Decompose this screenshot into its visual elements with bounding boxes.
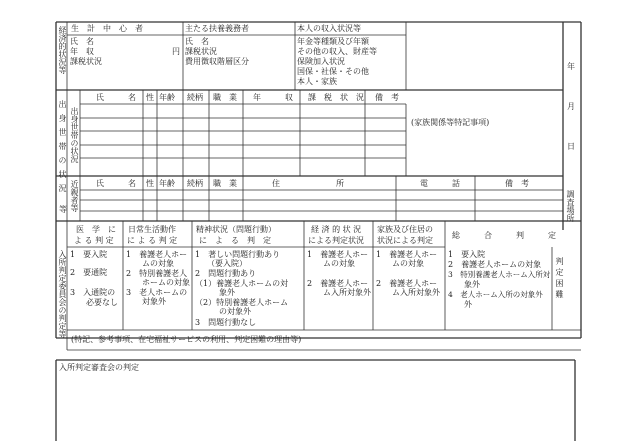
family-item: 1 養護老人ホー bbox=[376, 250, 438, 259]
month-label: 月 bbox=[567, 102, 575, 111]
household-note-header: 備 考 bbox=[375, 93, 399, 102]
mental-header-1: 精神状況（問題行動） bbox=[196, 225, 276, 234]
relatives-sex-header: 性 bbox=[146, 179, 154, 188]
relatives-name-header: 氏 名 bbox=[96, 179, 136, 188]
econ2-fee-label: 費用徴収階層区分 bbox=[185, 57, 249, 66]
mental-item: 象外 bbox=[195, 288, 235, 297]
daily-item: 1 養護老人ホー bbox=[126, 250, 188, 259]
daily-item: ムの対象 bbox=[126, 259, 174, 268]
overall-item: 4 老人ホーム入所の対象外 bbox=[448, 290, 543, 299]
household-inner-label: 出身世帯の状況 bbox=[70, 107, 79, 163]
relatives-side-label: 等 bbox=[59, 205, 67, 214]
family-item: ム入所対象外 bbox=[376, 288, 440, 297]
overall-item: 外 bbox=[448, 300, 472, 309]
econ3-insurance-type: 国保・社保・その他 bbox=[297, 67, 369, 76]
council-label: 入所判定審査会の判定 bbox=[59, 363, 139, 372]
relatives-age-header: 年齢 bbox=[159, 179, 175, 188]
medical-item: 3 入通院の bbox=[70, 288, 116, 297]
relatives-inner-label: 近親者等 bbox=[70, 180, 79, 212]
economic-header-2: による判定状況 bbox=[308, 236, 364, 245]
day-label: 日 bbox=[567, 142, 575, 151]
family-note-label: (家族関係等特記事項) bbox=[411, 118, 490, 127]
household-side-label: 出身世帯の状況 bbox=[58, 100, 67, 198]
econ3-pension-label: 年金等種類及び年額 bbox=[297, 37, 369, 46]
mental-item: （2）特別養護老人ホーム bbox=[195, 298, 289, 307]
econ2-tax-label: 課税状況 bbox=[185, 47, 217, 56]
econ-side-label: 経済的状況等 bbox=[58, 26, 67, 74]
medical-item: 必要なし bbox=[70, 298, 118, 307]
mental-item: （1）養護老人ホームの対 bbox=[195, 279, 289, 288]
econ3-insurance-label: 保険加入状況 bbox=[297, 57, 345, 66]
mental-item: の対象外 bbox=[195, 307, 251, 316]
mental-item: 2 問題行動あり bbox=[195, 269, 257, 278]
family-header-2: 状況による判定 bbox=[377, 236, 433, 245]
mental-item: 3 問題行動なし bbox=[195, 318, 257, 327]
survey-place-label: 調査場所 bbox=[566, 190, 575, 222]
relatives-job-header: 職 業 bbox=[213, 179, 237, 188]
relatives-tel-header: 電 話 bbox=[420, 179, 460, 188]
mental-item: （要入院） bbox=[195, 259, 247, 268]
economic-item: 2 養護老人ホー bbox=[307, 279, 369, 288]
overall-item: 3 特別養護老人ホーム入所対 bbox=[448, 270, 551, 279]
econ-name-label: 氏 名 bbox=[70, 37, 94, 46]
relatives-addr-header: 住 所 bbox=[272, 179, 344, 188]
relatives-rel-header: 続柄 bbox=[187, 179, 203, 188]
overall-item: 象外 bbox=[448, 280, 480, 289]
mental-header-2: に よ る 判 定 bbox=[199, 236, 271, 245]
econ-col2-header: 主たる扶養義務者 bbox=[185, 24, 249, 33]
econ3-person-family: 本人・家族 bbox=[297, 77, 337, 86]
econ2-name-label: 氏 名 bbox=[185, 37, 209, 46]
remarks-label: (特記、参考事項、在宅福祉サービスの利用、判定困難の理由等) bbox=[71, 335, 302, 344]
medical-item: 1 要入院 bbox=[70, 250, 108, 259]
daily-item: 対象外 bbox=[126, 297, 166, 306]
medical-header-1: 医 学 に bbox=[76, 225, 116, 234]
overall-item: 2 養護老人ホームの対象 bbox=[448, 260, 542, 269]
overall-header: 総 合 判 定 bbox=[452, 231, 556, 240]
econ3-other-label: その他の収入、財産等 bbox=[297, 47, 377, 56]
family-header-1: 家族及び住居の bbox=[377, 225, 433, 234]
household-age-header: 年齢 bbox=[159, 93, 175, 102]
economic-item: 1 養護老人ホー bbox=[307, 250, 369, 259]
judge-difficulty-label: 判定困難 bbox=[555, 257, 564, 301]
household-tax-header: 課 税 状 況 bbox=[308, 93, 364, 102]
family-item: ムの対象 bbox=[376, 259, 424, 268]
econ-col3-header: 本人の収入状況等 bbox=[297, 24, 361, 33]
household-income-header: 年 収 bbox=[253, 93, 293, 102]
daily-item: ホームの対象 bbox=[126, 278, 190, 287]
mental-item: 1 著しい問題行動あり bbox=[195, 250, 281, 259]
econ-income-label: 年 収 bbox=[70, 47, 94, 56]
year-label: 年 bbox=[567, 62, 575, 71]
economic-item: ムの対象 bbox=[307, 259, 355, 268]
economic-item: ム入所対象外 bbox=[307, 288, 371, 297]
econ-yen-label: 円 bbox=[172, 47, 180, 56]
overall-item: 1 要入院 bbox=[448, 250, 486, 259]
relatives-note-header: 備 考 bbox=[505, 179, 529, 188]
daily-header-1: 日常生活動作 bbox=[128, 225, 176, 234]
econ-tax-label: 課税状況 bbox=[70, 57, 102, 66]
medical-item: 2 要通院 bbox=[70, 268, 108, 277]
family-item: 2 養護老人ホー bbox=[376, 279, 438, 288]
econ-col1-header: 生 計 中 心 者 bbox=[71, 24, 143, 33]
economic-header-1: 経 済 的 状 況 bbox=[311, 225, 362, 234]
daily-header-2: に よ る 判 定 bbox=[127, 236, 178, 245]
household-sex-header: 性 bbox=[146, 93, 154, 102]
household-rel-header: 続柄 bbox=[187, 93, 203, 102]
medical-header-2: よ る 判 定 bbox=[74, 236, 114, 245]
daily-item: 2 特別養護老人 bbox=[126, 269, 188, 278]
judge-side-label: 入所判定委員会の判定等 bbox=[58, 250, 67, 338]
household-name-header: 氏 名 bbox=[96, 93, 136, 102]
daily-item: 3 老人ホームの bbox=[126, 288, 188, 297]
household-job-header: 職 業 bbox=[213, 93, 237, 102]
